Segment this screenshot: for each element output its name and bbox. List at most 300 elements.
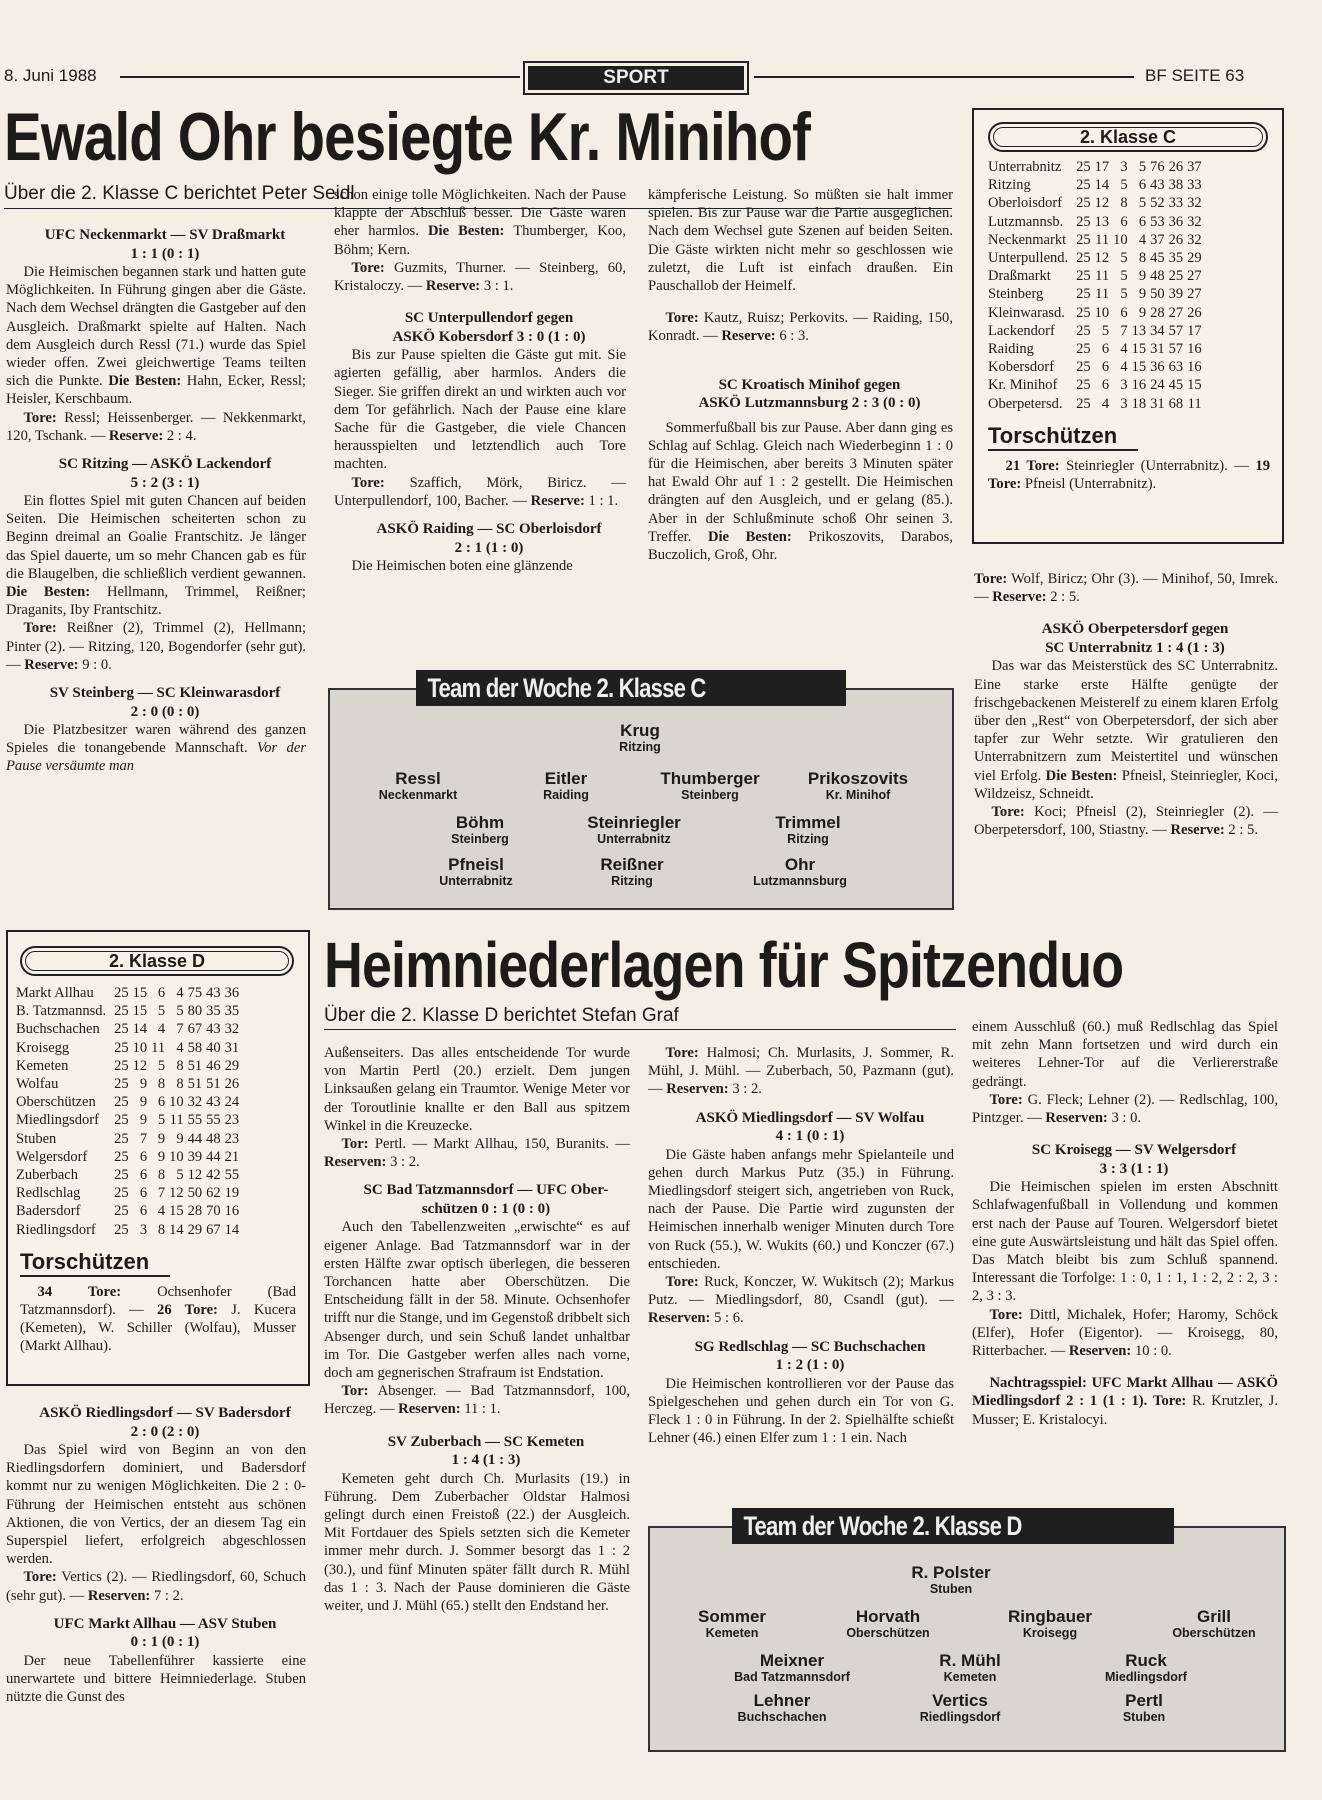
team-player bbox=[587, 814, 681, 846]
stat-cell: 25 bbox=[114, 1167, 129, 1184]
player-name: Trimmel bbox=[775, 813, 841, 832]
stat-cell: 26 bbox=[224, 1076, 240, 1093]
stat-cell: 25 bbox=[114, 1112, 129, 1129]
stat-cell: 51 bbox=[187, 1057, 203, 1074]
match-title: schützen 0 : 1 (0 : 0) bbox=[421, 1200, 551, 1217]
match-report-cont: schon einige tolle Möglichkeiten. Nach der Pause klappte der Abschluß besser. Die Gäste waren eher harmlos. Die Besten: Thumberger, Koo, Böhm; Kern. bbox=[334, 187, 626, 258]
standings-row bbox=[988, 285, 1206, 303]
match-goals: Tore: Reißner (2), Trimmel (2), Hellmann; Pinter (2). — Ritzing, 120, Bogendorfer (sehr gut). — Reserve: 9 : 0. bbox=[6, 620, 306, 673]
match-title: ASKÖ Lutzmannsburg 2 : 3 (0 : 0) bbox=[698, 395, 921, 412]
player-club: Kemeten bbox=[705, 1626, 759, 1640]
stat-cell: 29 bbox=[187, 1221, 203, 1238]
stat-cell: 25 bbox=[114, 1185, 129, 1202]
team-name: Unterrabnitz bbox=[988, 159, 1062, 175]
stat-cell: 63 bbox=[1168, 359, 1184, 376]
stat-cell: 25 bbox=[1076, 177, 1091, 194]
player-club: Unterrabnitz bbox=[439, 874, 513, 888]
stat-cell: 14 bbox=[224, 1221, 240, 1238]
player-club: Stuben bbox=[929, 1582, 973, 1596]
standings-row bbox=[16, 1202, 243, 1220]
stat-cell: 44 bbox=[187, 1130, 203, 1147]
standings-row bbox=[16, 1002, 243, 1020]
stat-cell: 19 bbox=[224, 1185, 240, 1202]
team-name: Unterpullend. bbox=[988, 250, 1069, 267]
team-name: Redlschlag bbox=[16, 1185, 81, 1202]
player-name: Sommer bbox=[697, 1607, 767, 1626]
stat-cell: 25 bbox=[114, 1003, 129, 1020]
stat-cell: 70 bbox=[206, 1203, 221, 1220]
stat-cell: 11 bbox=[151, 1039, 166, 1056]
stat-cell: 10 bbox=[1113, 231, 1128, 248]
team-player bbox=[1172, 1608, 1255, 1640]
team-name: Oberloisdorf bbox=[988, 195, 1063, 212]
player-name: Grill bbox=[1196, 1607, 1232, 1626]
stat-cell: 37 bbox=[1187, 159, 1202, 175]
team-player bbox=[619, 722, 661, 754]
article2-colC bbox=[648, 1044, 954, 1447]
stat-cell: 25 bbox=[1076, 395, 1091, 412]
match-title: ASKÖ Miedlingsdorf — SV Wolfau bbox=[695, 1109, 925, 1126]
stat-cell: 16 bbox=[224, 1203, 240, 1220]
stat-cell: 5 bbox=[1120, 250, 1128, 267]
stat-cell: 7 bbox=[157, 1185, 166, 1202]
stat-cell: 25 bbox=[114, 1148, 129, 1165]
team-name: Kobersdorf bbox=[988, 359, 1055, 376]
player-name: Reißner bbox=[600, 855, 664, 874]
team-name: Welgersdorf bbox=[16, 1148, 88, 1165]
player-name: Krug bbox=[620, 721, 660, 740]
header-rule-right bbox=[754, 76, 1134, 78]
team-of-week-title: Team der Woche 2. Klasse C bbox=[416, 670, 846, 706]
stat-cell: 25 bbox=[1076, 159, 1091, 175]
article2-colA bbox=[6, 1404, 306, 1706]
stat-cell: 25 bbox=[114, 1057, 129, 1074]
standings-row bbox=[988, 395, 1206, 413]
match-title: SC Bad Tatzmannsdorf — UFC Ober- bbox=[363, 1182, 609, 1199]
stat-cell: 5 bbox=[157, 1112, 166, 1129]
stat-cell: 12 bbox=[132, 1057, 148, 1074]
article1-col3 bbox=[648, 186, 953, 564]
team-player bbox=[920, 1692, 1001, 1724]
match-title: SC Ritzing — ASKÖ Lackendorf bbox=[58, 456, 272, 473]
stat-cell: 11 bbox=[1095, 286, 1110, 303]
stat-cell: 3 bbox=[1120, 377, 1128, 394]
stat-cell: 35 bbox=[1168, 250, 1184, 267]
standings-title: 2. Klasse D bbox=[20, 946, 294, 976]
team-player bbox=[808, 770, 908, 802]
stat-cell: 5 bbox=[1138, 195, 1147, 212]
match-report: Ein flottes Spiel mit guten Chancen auf beiden Seiten. Die Heimischen scheiterten schon zu Beginn dreimal an Goalie Frantschitz. Je länger das Spiel dauerte, um so mehr Chancen gab es für die Blaugelben, die schließlich verdient gewannen. Die Besten: Hellmann, Trimmel, Reißner; Draganits, Iby Frantschitz. bbox=[6, 493, 306, 619]
match-title: ASKÖ Kobersdorf 3 : 0 (1 : 0) bbox=[392, 328, 586, 345]
stat-cell: 4 bbox=[176, 985, 184, 1001]
standings-table bbox=[988, 158, 1206, 413]
stat-cell: 4 bbox=[176, 1039, 184, 1056]
team-player bbox=[1105, 1652, 1187, 1684]
stat-cell: 36 bbox=[1168, 213, 1184, 230]
standings-row bbox=[988, 358, 1206, 376]
stat-cell: 43 bbox=[206, 985, 221, 1001]
stat-cell: 12 bbox=[1094, 195, 1110, 212]
stat-cell: 25 bbox=[1076, 213, 1091, 230]
stat-cell: 27 bbox=[1168, 304, 1184, 321]
player-club: Kroisegg bbox=[1022, 1626, 1078, 1640]
stat-cell: 5 bbox=[157, 1057, 166, 1074]
stat-cell: 55 bbox=[187, 1112, 203, 1129]
team-name: Markt Allhau bbox=[16, 985, 94, 1001]
stat-cell: 4 bbox=[157, 1021, 166, 1038]
stat-cell: 43 bbox=[1150, 177, 1165, 194]
match-title: ASKÖ Oberpetersdorf gegen bbox=[1041, 621, 1229, 638]
match-score: 1 : 4 (1 : 3) bbox=[451, 1452, 521, 1469]
stat-cell: 6 bbox=[157, 985, 166, 1001]
match-report-cont: Außenseiters. Das alles entscheidende Tor wurde von Martin Pertl (20.) erzielt. Dem jungen Linksaußen gelang ein Traumtor. Wenige Meter vor der Toroutlinie knallte er den Ball aus spitzem Winkel in die Kreuzecke. bbox=[324, 1045, 630, 1134]
stat-cell: 12 bbox=[1094, 250, 1110, 267]
stat-cell: 15 bbox=[1131, 359, 1147, 376]
player-name: Prikoszovits bbox=[807, 769, 909, 788]
stat-cell: 7 bbox=[139, 1130, 148, 1147]
team-name: Oberpetersd. bbox=[988, 395, 1063, 412]
match-goals: Tor: Pertl. — Markt Allhau, 150, Buranits. — Reserven: 3 : 2. bbox=[324, 1136, 630, 1171]
stat-cell: 6 bbox=[139, 1203, 148, 1220]
team-name: B. Tatzmannsd. bbox=[16, 1003, 107, 1020]
stat-cell: 25 bbox=[1076, 231, 1091, 248]
stat-cell: 8 bbox=[1138, 250, 1147, 267]
byline-rule-2 bbox=[324, 1029, 956, 1030]
stat-cell: 25 bbox=[1076, 304, 1091, 321]
match-score: 4 : 1 (0 : 1) bbox=[775, 1128, 845, 1145]
stat-cell: 14 bbox=[1094, 177, 1110, 194]
stat-cell: 4 bbox=[1138, 231, 1147, 248]
standings-row bbox=[16, 1057, 243, 1075]
team-name: Raiding bbox=[988, 341, 1034, 358]
match-score: 2 : 0 (2 : 0) bbox=[130, 1423, 200, 1440]
team-name: Buchschachen bbox=[16, 1021, 100, 1038]
standings-row bbox=[988, 231, 1206, 249]
match-goals: Tore: Vertics (2). — Riedlingsdorf, 60, Schuch (sehr gut). — Reserven: 7 : 2. bbox=[6, 1569, 307, 1604]
standings-row bbox=[988, 267, 1206, 285]
stat-cell: 43 bbox=[206, 1094, 221, 1111]
article1-col4 bbox=[974, 570, 1278, 839]
match-score: 2 : 1 (1 : 0) bbox=[454, 539, 524, 556]
stat-cell: 55 bbox=[224, 1167, 240, 1184]
stat-cell: 25 bbox=[114, 985, 129, 1001]
stat-cell: 12 bbox=[187, 1167, 203, 1184]
match-score: 5 : 2 (3 : 1) bbox=[130, 474, 200, 491]
stat-cell: 10 bbox=[169, 1094, 184, 1111]
standings-row bbox=[16, 1166, 243, 1184]
player-club: Ritzing bbox=[787, 832, 829, 846]
match-goals: Tore: Ressl; Heissenberger. — Nekkenmarkt, 120, Tschank. — Reserve: 2 : 4. bbox=[6, 409, 307, 444]
stat-cell: 8 bbox=[176, 1076, 184, 1093]
stat-cell: 15 bbox=[169, 1203, 184, 1220]
standings-box-d bbox=[6, 930, 310, 1386]
stat-cell: 35 bbox=[224, 1003, 240, 1020]
match-goals: Tore: Dittl, Michalek, Hofer; Haromy, Schöck (Elfer), Hofer (Eigentor). — Kroisegg, 80, Ritterbacher. — Reserven: 10 : 0. bbox=[972, 1306, 1278, 1360]
stat-cell: 9 bbox=[1138, 286, 1147, 303]
stat-cell: 38 bbox=[1168, 177, 1184, 194]
stat-cell: 5 bbox=[176, 1003, 184, 1020]
stat-cell: 36 bbox=[1150, 359, 1165, 376]
team-of-week-title: Team der Woche 2. Klasse D bbox=[732, 1508, 1174, 1544]
match-title: UFC Neckenmarkt — SV Draßmarkt bbox=[44, 227, 286, 243]
stat-cell: 39 bbox=[1168, 286, 1184, 303]
stat-cell: 25 bbox=[1076, 195, 1091, 212]
stat-cell: 24 bbox=[1150, 377, 1165, 394]
match-title: SV Steinberg — SC Kleinwarasdorf bbox=[49, 685, 281, 702]
player-name: Eitler bbox=[544, 769, 588, 788]
standings-row bbox=[988, 213, 1206, 231]
stat-cell: 18 bbox=[1131, 395, 1147, 412]
match-goals: Tore: Ruck, Konczer, W. Wukitsch (2); Markus Putz. — Miedlingsdorf, 80, Csandl (gut). — Reserven: 5 : 6. bbox=[648, 1274, 954, 1327]
stat-cell: 9 bbox=[1138, 304, 1147, 321]
player-club: Kr. Minihof bbox=[825, 788, 891, 802]
stat-cell: 25 bbox=[1076, 322, 1091, 339]
team-name: Kleinwarasd. bbox=[988, 304, 1065, 321]
stat-cell: 17 bbox=[1094, 159, 1110, 175]
team-player bbox=[1123, 1692, 1165, 1724]
player-name: Pfneisl bbox=[448, 855, 504, 874]
standings-row bbox=[988, 376, 1206, 394]
stat-cell: 9 bbox=[139, 1112, 148, 1129]
team-player bbox=[911, 1564, 990, 1596]
article2-colD bbox=[972, 1018, 1278, 1429]
stat-cell: 6 bbox=[1101, 359, 1110, 376]
match-goals: Tore: Halmosi; Ch. Murlasits, J. Sommer, R. Mühl, J. Mühl. — Zuberbach, 50, Pazmann (gut). — Reserven: 3 : 2. bbox=[648, 1045, 954, 1098]
scorers-title: Torschützen bbox=[988, 423, 1138, 451]
stat-cell: 76 bbox=[1150, 159, 1165, 175]
stat-cell: 11 bbox=[1095, 231, 1110, 248]
stat-cell: 51 bbox=[206, 1076, 221, 1093]
stat-cell: 40 bbox=[206, 1039, 221, 1056]
stat-cell: 32 bbox=[187, 1094, 203, 1111]
stat-cell: 10 bbox=[1094, 304, 1110, 321]
match-report: Kemeten geht durch Ch. Murlasits (19.) in Führung. Dem Zuberbacher Oldstar Halmosi gelingt durch einen Freistoß (22.) der Ausgleich. Mit Fortdauer des Spiels setzten sich die Kemeter immer mehr durch. J. Sommer besorgt das 1 : 2 (30.), und fünf Minuten später fällt durch R. Mühl das 1 : 3. Nach der Pause dominieren die Gäste weiter, und J. Mühl (65.) stellt den Endstand her. bbox=[324, 1470, 630, 1615]
stat-cell: 28 bbox=[187, 1203, 203, 1220]
team-name: Wolfau bbox=[16, 1076, 59, 1093]
stat-cell: 55 bbox=[206, 1112, 221, 1129]
byline-2: Über die 2. Klasse D berichtet Stefan Graf bbox=[324, 1005, 679, 1026]
stat-cell: 6 bbox=[1138, 177, 1147, 194]
stat-cell: 6 bbox=[1101, 377, 1110, 394]
standings-row bbox=[16, 1184, 243, 1202]
stat-cell: 44 bbox=[206, 1148, 221, 1165]
stat-cell: 43 bbox=[206, 1021, 221, 1038]
stat-cell: 25 bbox=[1168, 268, 1184, 285]
stat-cell: 5 bbox=[1120, 286, 1128, 303]
player-club: Buchschachen bbox=[737, 1710, 827, 1724]
standings-row bbox=[988, 322, 1206, 340]
scorers-title: Torschützen bbox=[20, 1249, 170, 1277]
stat-cell: 25 bbox=[114, 1076, 129, 1093]
team-player bbox=[451, 814, 509, 846]
standings-row bbox=[16, 1148, 243, 1166]
stat-cell: 16 bbox=[1187, 341, 1202, 358]
stat-cell: 8 bbox=[157, 1167, 166, 1184]
match-goals: Tore: Wolf, Biricz; Ohr (3). — Minihof, 50, Imrek. — Reserve: 2 : 5. bbox=[974, 571, 1278, 606]
stat-cell: 75 bbox=[187, 985, 203, 1001]
team-player bbox=[660, 770, 759, 802]
article1-col2 bbox=[334, 186, 626, 575]
player-name: Horvath bbox=[855, 1607, 921, 1626]
match-report: Auch den Tabellenzweiten „erwischte“ es auf eigener Anlage. Bad Tatzmannsdorf war in der ersten Hälfte zwar optisch überlegen, die besseren Torchancen hatte aber Oberschützen. Die Entscheidung fällt in der 58. Minute. Ochsenhofer trifft nur die Stange, und im Gegenstoß dribbelt sich Absenger durch, und sein Schuß landet unhaltbar im Tor. Die Gastgeber werfen alles nach vorne, doch am gegnerischen Strafraum ist Endstation. bbox=[324, 1219, 630, 1382]
stat-cell: 13 bbox=[1094, 213, 1110, 230]
player-club: Neckenmarkt bbox=[378, 788, 458, 802]
stat-cell: 80 bbox=[187, 1003, 203, 1020]
team-name: Oberschützen bbox=[16, 1094, 96, 1111]
player-name: Ohr bbox=[784, 855, 816, 874]
stat-cell: 33 bbox=[1168, 195, 1184, 212]
stat-cell: 14 bbox=[132, 1021, 148, 1038]
stat-cell: 39 bbox=[187, 1148, 203, 1165]
team-player bbox=[600, 856, 663, 888]
stat-cell: 15 bbox=[1187, 377, 1202, 394]
player-club: Lutzmannsburg bbox=[753, 874, 847, 888]
stat-cell: 25 bbox=[1076, 359, 1091, 376]
player-club: Steinberg bbox=[451, 832, 509, 846]
match-score: 3 : 3 (1 : 1) bbox=[1099, 1160, 1169, 1177]
stat-cell: 46 bbox=[206, 1057, 221, 1074]
team-player bbox=[379, 770, 458, 802]
player-name: R. Mühl bbox=[939, 1651, 1001, 1670]
stat-cell: 32 bbox=[224, 1021, 240, 1038]
player-name: R. Polster bbox=[911, 1563, 991, 1582]
stat-cell: 27 bbox=[1187, 268, 1202, 285]
stat-cell: 4 bbox=[157, 1203, 166, 1220]
standings-box-c bbox=[972, 108, 1284, 544]
team-name: Lackendorf bbox=[988, 322, 1055, 339]
stat-cell: 6 bbox=[1120, 304, 1128, 321]
match-goals: Tore: Kautz, Ruisz; Perkovits. — Raiding, 150, Konradt. — Reserve: 6 : 3. bbox=[648, 310, 953, 345]
stat-cell: 6 bbox=[1120, 213, 1128, 230]
match-report: Die Heimischen spielen im ersten Abschnitt Schlafwagenfußball in Vollendung und kommen erst nach der Pause auf Touren. Welgersdorf bietet eine gute Auswärtsleistung und hält das Spiel offen. Das Match bleibt bis zum Schluß spannend. Interessant die Torfolge: 1 : 0, 1 : 1, 1 : 2, 2 : 2, 3 : 2, 3 : 3. bbox=[972, 1179, 1278, 1305]
stat-cell: 34 bbox=[1150, 322, 1165, 339]
stat-cell: 5 bbox=[176, 1167, 184, 1184]
stat-cell: 25 bbox=[114, 1221, 129, 1238]
article2-colB bbox=[324, 1044, 630, 1615]
stat-cell: 48 bbox=[206, 1130, 221, 1147]
stat-cell: 15 bbox=[132, 1003, 148, 1020]
team-player bbox=[1008, 1608, 1092, 1640]
match-report: Sommerfußball bis zur Pause. Aber dann ging es Schlag auf Schlag. Gleich nach Wiederbeginn 1 : 0 für die Heimischen, aber bereits 3 Minuten später hat Ewald Ohr auf 1 : 2 gestellt. Die Heimischen drängten auf den Ausgleich, und er gelang (85.). Aber in der Schlußminute schoß Ohr seinen 3. Treffer. Die Besten: Prikoszovits, Darabos, Buczolich, Groß, Ohr. bbox=[648, 419, 953, 564]
headline-1: Ewald Ohr besiegte Kr. Minihof bbox=[4, 99, 811, 175]
stat-cell: 23 bbox=[224, 1112, 240, 1129]
player-name: Ruck bbox=[1125, 1651, 1167, 1670]
stat-cell: 50 bbox=[1150, 286, 1165, 303]
player-name: Böhm bbox=[455, 813, 505, 832]
stat-cell: 24 bbox=[224, 1094, 240, 1111]
match-score: 2 : 0 (0 : 0) bbox=[130, 703, 200, 720]
match-title: ASKÖ Raiding — SC Oberloisdorf bbox=[376, 521, 602, 538]
match-score: 0 : 1 (0 : 1) bbox=[130, 1634, 200, 1651]
stat-cell: 16 bbox=[1187, 359, 1202, 376]
match-supplement: Nachtragsspiel: UFC Markt Allhau — ASKÖ Miedlingsdorf 2 : 1 (1 : 1). Tore: R. Krutzler, J. Musser; E. Kristalocyi. bbox=[972, 1375, 1279, 1428]
standings-row bbox=[16, 984, 243, 1002]
team-player bbox=[698, 1608, 766, 1640]
stat-cell: 9 bbox=[176, 1130, 184, 1147]
stat-cell: 5 bbox=[157, 1003, 166, 1020]
standings-table bbox=[16, 984, 243, 1239]
player-club: Oberschützen bbox=[1172, 1626, 1256, 1640]
stat-cell: 3 bbox=[1120, 395, 1128, 412]
stat-cell: 10 bbox=[169, 1148, 184, 1165]
team-player bbox=[846, 1608, 929, 1640]
team-player bbox=[775, 814, 840, 846]
player-club: Kemeten bbox=[943, 1670, 997, 1684]
player-name: Thumberger bbox=[660, 769, 760, 788]
standings-row bbox=[988, 249, 1206, 267]
standings-row bbox=[988, 304, 1206, 322]
team-of-week-d bbox=[648, 1511, 1286, 1752]
match-score: 1 : 2 (1 : 0) bbox=[775, 1357, 845, 1374]
match-report-cont: kämpferische Leistung. So müßten sie halt immer spielen. Bis zur Pause war die Partie ausgeglichen. Nach dem Wechsel gute Szenen auf beiden Seiten. Die Gäste wirkten nicht mehr so geschlossen wie zuletzt, die Luft ist einfach draußen. Ein Pauschallob der Heimelf. bbox=[648, 187, 953, 295]
stat-cell: 26 bbox=[1168, 231, 1184, 248]
team-name: Stuben bbox=[16, 1130, 57, 1147]
scorers-text: 34 Tore: Ochsenhofer (Bad Tatzmannsdorf). — 26 Tore: J. Kucera (Kemeten), W. Schiller (Wolfau), Musser (Markt Allhau). bbox=[20, 1283, 296, 1355]
stat-cell: 16 bbox=[1131, 377, 1147, 394]
page-date: 8. Juni 1988 bbox=[4, 66, 97, 85]
stat-cell: 9 bbox=[139, 1094, 148, 1111]
stat-cell: 35 bbox=[206, 1003, 221, 1020]
stat-cell: 48 bbox=[1150, 268, 1165, 285]
match-report-cont: einem Ausschluß (60.) muß Redlschlag das Spiel mit zehn Mann fortsetzen und wird durch ein weiteres Lehner-Tor auf die Verliererstraße gedrängt. bbox=[972, 1019, 1278, 1090]
stat-cell: 58 bbox=[187, 1039, 203, 1056]
player-name: Vertics bbox=[932, 1691, 988, 1710]
stat-cell: 51 bbox=[187, 1076, 203, 1093]
stat-cell: 10 bbox=[132, 1039, 148, 1056]
match-report: Das Spiel wird von Beginn an von den Riedlingsdorfern dominiert, und Badersdorf kommt nur zu wenigen Möglichkeiten. Die 2 : 0-Führung der Heimischen entsteht aus schönen Aktionen, die von Vertics, der an diesem Tag ein Superspiel liefert, erfolgreich abgeschlossen werden. bbox=[6, 1442, 306, 1568]
stat-cell: 7 bbox=[176, 1021, 184, 1038]
stat-cell: 6 bbox=[139, 1167, 148, 1184]
match-goals: Tore: Szaffich, Mörk, Biricz. — Unterpullendorf, 100, Bacher. — Reserve: 1 : 1. bbox=[334, 474, 626, 509]
page-number: BF SEITE 63 bbox=[1145, 66, 1245, 85]
stat-cell: 45 bbox=[1150, 250, 1165, 267]
stat-cell: 4 bbox=[1120, 359, 1128, 376]
match-report: Die Gäste haben anfangs mehr Spielanteile und gehen durch Markus Putz (35.) in Führung. Miedlingsdorf steigert sich, angetrieben von Ruck, nach der Pause. Die Partie wird zugunsten der Heimischen innerhalb weniger Minuten durch Tore von Ruck (55.), W. Wukits (60.) und Konczer (67.) entschieden. bbox=[648, 1146, 954, 1272]
stat-cell: 6 bbox=[139, 1148, 148, 1165]
stat-cell: 62 bbox=[206, 1185, 221, 1202]
standings-row bbox=[988, 158, 1206, 176]
player-name: Pertl bbox=[1125, 1691, 1163, 1710]
stat-cell: 6 bbox=[1101, 341, 1110, 358]
stat-cell: 33 bbox=[1187, 177, 1202, 194]
stat-cell: 9 bbox=[157, 1148, 166, 1165]
match-title: SC Kroisegg — SV Welgersdorf bbox=[1031, 1142, 1237, 1159]
team-name: Badersdorf bbox=[16, 1203, 81, 1220]
stat-cell: 31 bbox=[224, 1039, 240, 1056]
team-player bbox=[738, 1692, 827, 1724]
stat-cell: 6 bbox=[157, 1094, 166, 1111]
standings-row bbox=[16, 1093, 243, 1111]
player-club: Stuben bbox=[1122, 1710, 1166, 1724]
standings-title: 2. Klasse C bbox=[988, 122, 1268, 152]
team-name: Zuberbach bbox=[16, 1167, 78, 1184]
stat-cell: 29 bbox=[224, 1057, 240, 1074]
match-goals: Tore: G. Fleck; Lehner (2). — Redlschlag, 100, Pintzger. — Reserven: 3 : 0. bbox=[972, 1091, 1279, 1127]
stat-cell: 32 bbox=[1187, 231, 1202, 248]
match-title: SC Unterpullendorf gegen bbox=[404, 310, 574, 327]
team-name: Draßmarkt bbox=[988, 268, 1051, 285]
standings-row bbox=[16, 1130, 243, 1148]
stat-cell: 27 bbox=[1187, 286, 1202, 303]
stat-cell: 15 bbox=[132, 985, 148, 1001]
stat-cell: 23 bbox=[224, 1130, 240, 1147]
team-name: Neckenmarkt bbox=[988, 231, 1067, 248]
match-report: Die Heimischen boten eine glänzende bbox=[351, 558, 573, 575]
player-club: Unterrabnitz bbox=[597, 832, 671, 846]
player-club: Oberschützen bbox=[846, 1626, 930, 1640]
team-name: Kemeten bbox=[16, 1057, 69, 1074]
stat-cell: 5 bbox=[1120, 177, 1128, 194]
